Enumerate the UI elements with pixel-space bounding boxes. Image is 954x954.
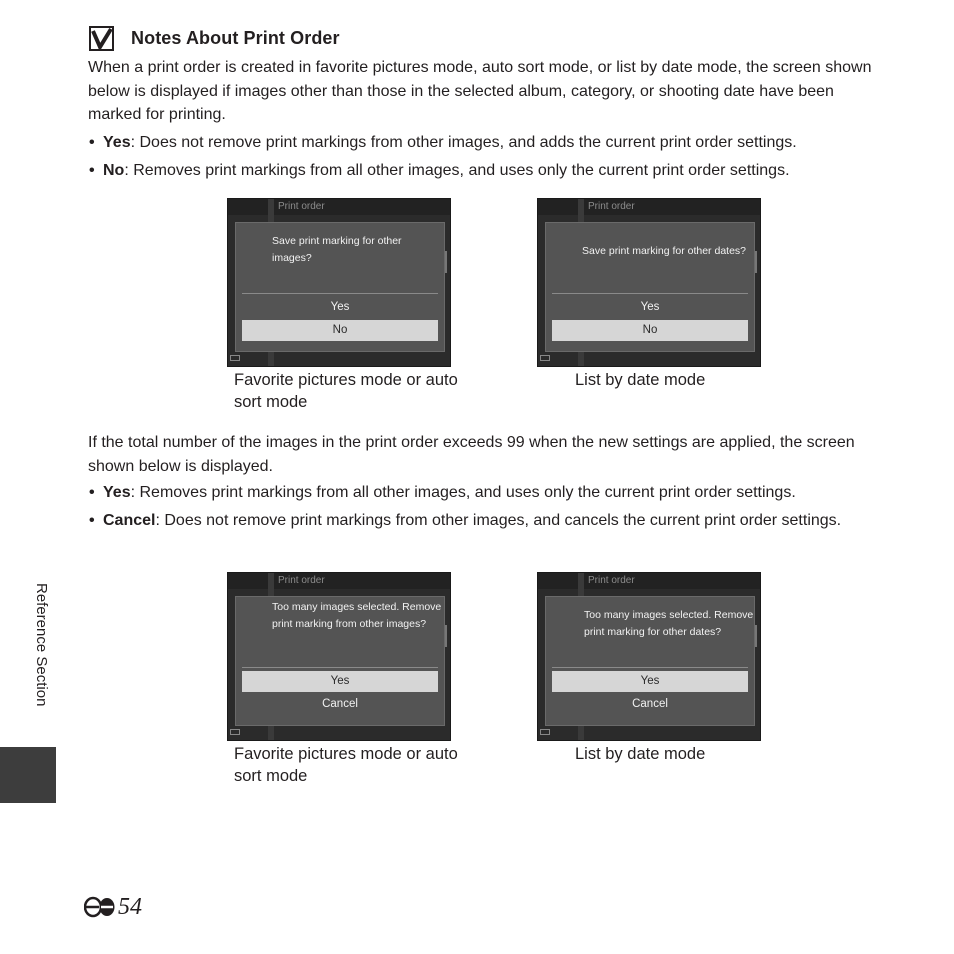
confirm-dialog — [545, 596, 755, 726]
option-cancel[interactable]: Cancel — [322, 698, 358, 710]
dialog-message: Too many images selected. Remove print marking for other dates? — [584, 609, 754, 638]
bullet-term: Yes — [103, 134, 131, 151]
dialog-message: Save print marking for other dates? — [582, 245, 747, 257]
confirm-dialog — [235, 596, 445, 726]
bullet-dot: • — [89, 134, 95, 151]
confirm-dialog — [545, 222, 755, 352]
bullet-yes — [89, 131, 879, 155]
dialog-divider — [242, 667, 438, 668]
dialog-divider — [242, 293, 438, 294]
dialog-message: Too many images selected. Remove print marking from other images? — [272, 601, 442, 630]
bullet-term: Cancel — [103, 512, 156, 529]
battery-icon — [230, 729, 240, 735]
bullet-text: : Removes print markings from all other images, and uses only the current print order settings. — [124, 162, 790, 179]
caption-date-mode-2: List by date mode — [575, 745, 706, 763]
caption-date-mode: List by date mode — [575, 371, 706, 389]
screen-topbar — [538, 573, 760, 589]
caption-favorite-mode-2: Favorite pictures mode or auto sort mode — [234, 745, 458, 785]
notes-heading — [89, 24, 340, 52]
screen-too-many-dates — [537, 572, 761, 741]
bullet-cancel — [89, 509, 879, 533]
dialog-divider — [552, 293, 748, 294]
option-yes[interactable]: Yes — [330, 301, 350, 313]
confirm-dialog — [235, 222, 445, 352]
bullet-yes-2 — [89, 481, 879, 505]
screen-topbar — [228, 199, 450, 215]
page-number-text: 54 — [118, 893, 142, 920]
battery-icon — [230, 355, 240, 361]
e-reference-icon — [84, 896, 116, 918]
dialog-divider — [552, 667, 748, 668]
bullet-text: : Does not remove print markings from other images, and cancels the current print order settings. — [155, 512, 842, 529]
battery-icon — [540, 729, 550, 735]
bullet-text: : Does not remove print markings from other images, and adds the current print order settings. — [130, 134, 797, 151]
screen-title: Print order — [588, 201, 635, 212]
section-label-text: Reference Section — [33, 583, 50, 707]
bullet-term: Yes — [103, 484, 131, 501]
screen-save-dates — [537, 198, 761, 367]
bullet-dot: • — [89, 512, 95, 529]
notes-title: Notes About Print Order — [131, 27, 340, 48]
bullet-text: : Removes print markings from all other images, and uses only the current print order settings. — [130, 484, 796, 501]
screen-too-many-images — [227, 572, 451, 741]
screen-save-images — [227, 198, 451, 367]
battery-icon — [540, 355, 550, 361]
screen-title: Print order — [278, 575, 325, 586]
screen-topbar — [538, 199, 760, 215]
screen-title: Print order — [588, 575, 635, 586]
option-yes[interactable]: Yes — [242, 671, 438, 692]
bullet-term: No — [103, 162, 125, 179]
bullet-dot: • — [89, 162, 95, 179]
screen-title: Print order — [278, 201, 325, 212]
dialog-message: Save print marking for other images? — [272, 235, 402, 264]
caption-favorite-mode: Favorite pictures mode or auto sort mode — [234, 371, 458, 411]
option-cancel[interactable]: Cancel — [632, 698, 668, 710]
screen-topbar — [228, 573, 450, 589]
section-tab-marker — [0, 747, 56, 803]
section-side-label — [30, 583, 50, 733]
page-number — [84, 892, 142, 922]
exceed-paragraph: If the total number of the images in the print order exceeds 99 when the new settings are applied, the screen shown below is displayed. — [88, 434, 855, 475]
bullet-no — [89, 159, 879, 183]
option-yes[interactable]: Yes — [552, 671, 748, 692]
check-note-icon — [89, 26, 114, 51]
option-yes[interactable]: Yes — [640, 301, 660, 313]
bullet-dot: • — [89, 484, 95, 501]
option-no[interactable]: No — [242, 320, 438, 341]
option-no[interactable]: No — [552, 320, 748, 341]
intro-paragraph: When a print order is created in favorite pictures mode, auto sort mode, or list by date mode, the screen shown below is displayed if images other than those in the selected album, category, or shooting date have been marked for printing. — [88, 59, 872, 124]
